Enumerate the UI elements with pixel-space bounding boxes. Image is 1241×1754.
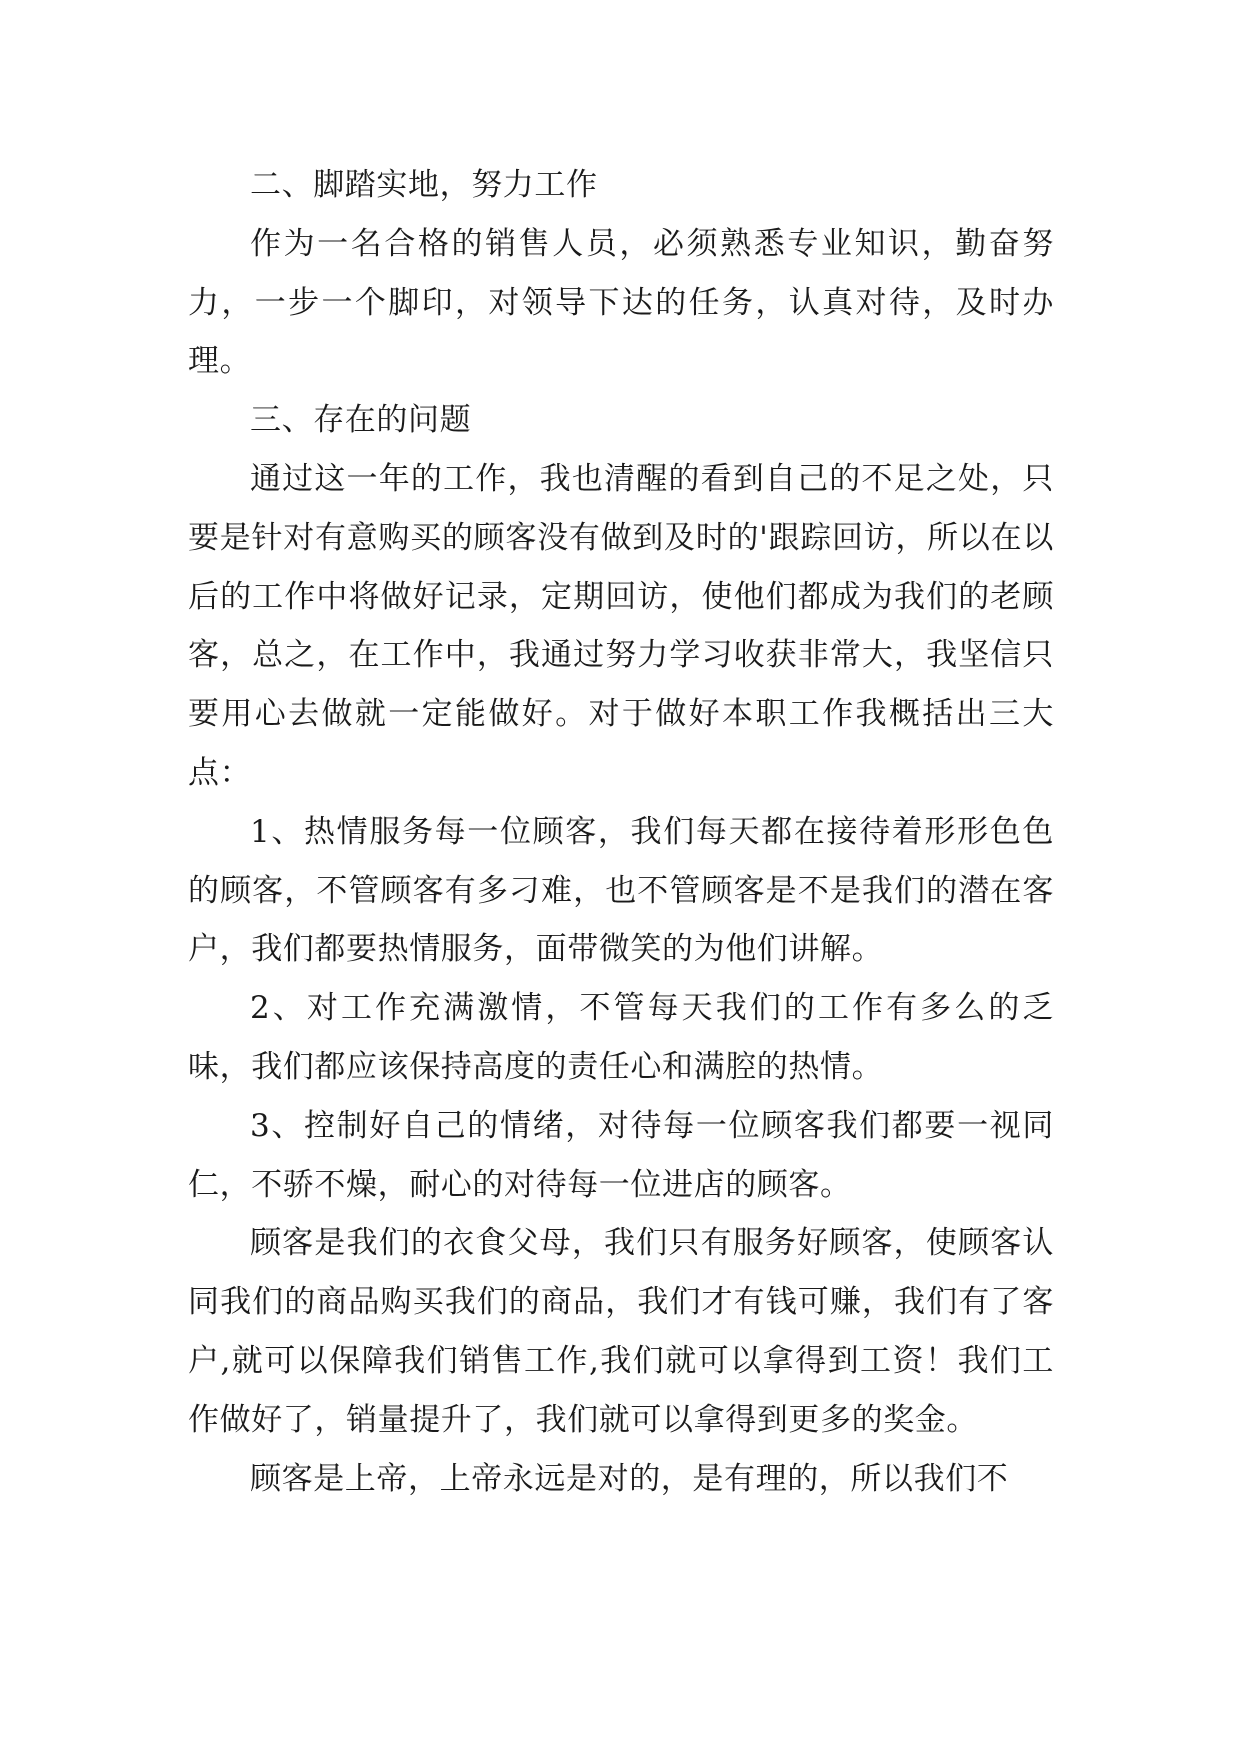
paragraph: 顾客是我们的衣食父母，我们只有服务好顾客，使顾客认同我们的商品购买我们的商品，我们才有钱可赚，我们有了客户,就可以保障我们销售工作,我们就可以拿得到工资！我们工作做好了，销量提升了，我们就可以拿得到更多的奖金。 (188, 1225, 1054, 1438)
list-item: 2、对工作充满激情，不管每天我们的工作有多么的乏味，我们都应该保持高度的责任心和满腔的热情。 (188, 990, 1054, 1085)
document-body (188, 156, 1054, 1508)
paragraph: 通过这一年的工作，我也清醒的看到自己的不足之处，只要是针对有意购买的顾客没有做到及时的'跟踪回访，所以在以后的工作中将做好记录，定期回访，使他们都成为我们的老顾客，总之，在工作中，我通过努力学习收获非常大，我坚信只要用心去做就一定能做好。对于做好本职工作我概括出三大点： (188, 460, 1054, 791)
paragraph: 作为一名合格的销售人员，必须熟悉专业知识，勤奋努力，一步一个脚印，对领导下达的任务，认真对待，及时办理。 (188, 225, 1054, 380)
section-heading: 二、脚踏实地，努力工作 (250, 167, 598, 203)
section-heading: 三、存在的问题 (250, 402, 472, 439)
paragraph: 顾客是上帝，上帝永远是对的，是有理的，所以我们不 (250, 1460, 1009, 1497)
list-item: 1、热情服务每一位顾客，我们每天都在接待着形形色色的顾客，不管顾客有多刁难，也不管顾客是不是我们的潜在客户，我们都要热情服务，面带微笑的为他们讲解。 (188, 813, 1054, 968)
list-item: 3、控制好自己的情绪，对待每一位顾客我们都要一视同仁，不骄不燥，耐心的对待每一位进店的顾客。 (188, 1107, 1054, 1203)
